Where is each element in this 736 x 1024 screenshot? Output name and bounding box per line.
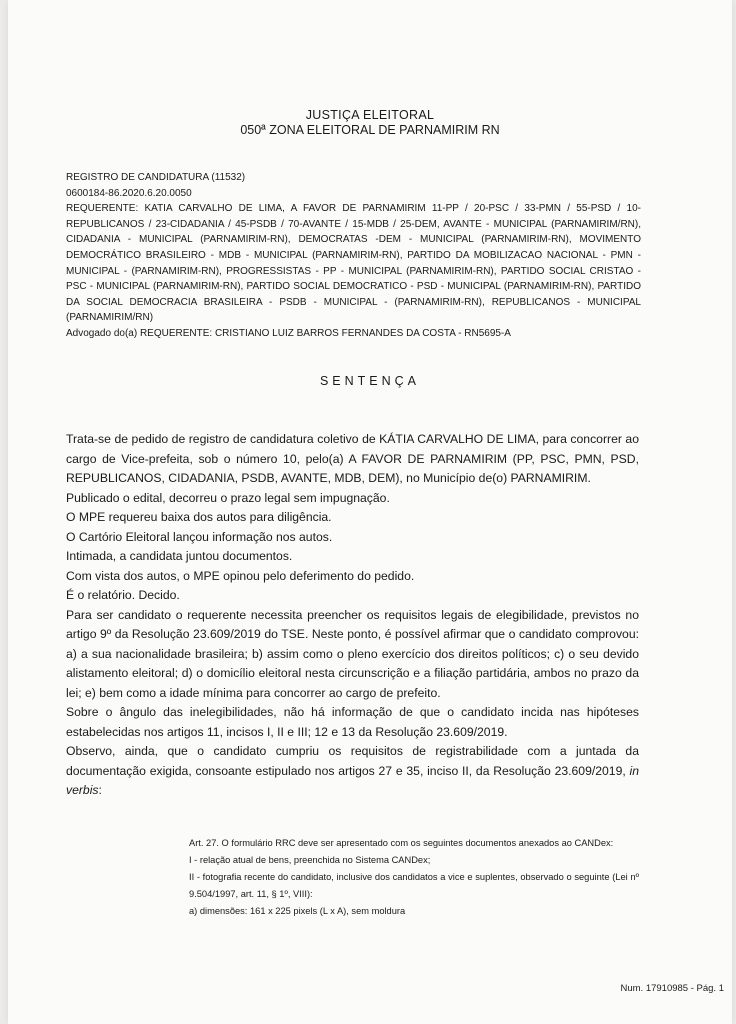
case-metadata [66,170,641,342]
paragraph: Trata-se de pedido de registro de candidatura coletivo de KÁTIA CARVALHO DE LIMA, para concorrer ao cargo de Vice-prefeita, sob o número 10, pelo(a) A FAVOR DE PARNAMIRIM (PP, PSC, PMN, PSD, REPUBLICANOS, CIDADANIA, PSDB, AVANTE, MDB, DEM), no Município de(o) PARNAMIRIM. [66,432,639,485]
paragraph-text: Observo, ainda, que o candidato cumpriu os requisitos de registrabilidade com a juntada da documentação exigida, consoante estipulado nos artigos 27 e 35, inciso II, da Resolução 23.609/2019, [66,744,639,778]
paragraph: Publicado o edital, decorreu o prazo legal sem impugnação. [66,490,390,505]
registry-type: REGISTRO DE CANDIDATURA (11532) [66,172,246,183]
legal-quote [189,835,639,920]
page-number: Num. 17910985 - Pág. 1 [620,983,724,994]
quote-line: Art. 27. O formulário RRC deve ser apresentado com os seguintes documentos anexados ao CANDex: [189,838,614,848]
electoral-zone: 050ª ZONA ELEITORAL DE PARNAMIRIM RN [240,123,500,137]
requester: REQUERENTE: KATIA CARVALHO DE LIMA, A FAVOR DE PARNAMIRIM 11-PP / 20-PSC / 33-PMN / 55-PSD / 10-REPUBLICANOS / 23-CIDADANIA / 45-PSDB / 70-AVANTE / 15-MDB / 25-DEM, AVANTE - MUNICIPAL (PARNAMIRIM/RN), CIDADANIA - MUNICIPAL (PARNAMIRIM-RN), DEMOCRATAS -DEM - MUNICIPAL (PARNAMIRIM-RN), MOVIMENTO DEMOCRÁTICO BRASILEIRO - MDB - MUNICIPAL (PARNAMIRIM-RN), PARTIDO DA MOBILIZACAO NACIONAL - PMN - MUNICIPAL - (PARNAMIRIM-RN), PROGRESSISTAS - PP - MUNICIPAL (PARNAMIRIM-RN), PARTIDO SOCIAL CRISTAO - PSC - MUNICIPAL (PARNAMIRIM-RN), PARTIDO SOCIAL DEMOCRATICO - PSD - MUNICIPAL (PARNAMIRIM-RN), PARTIDO DA SOCIAL DEMOCRACIA BRASILEIRA - PSDB - MUNICIPAL - (PARNAMIRIM-RN), REPUBLICANOS - MUNICIPAL (PARNAMIRIM/RN) [66,203,641,324]
document-title: SENTENÇA [319,374,421,388]
document-body [66,430,639,801]
paragraph: É o relatório. Decido. [66,588,180,602]
process-number: 0600184-86.2020.6.20.0050 [66,187,192,199]
paragraph: Intimada, a candidata juntou documentos. [66,549,293,563]
quote-line: I - relação atual de bens, preenchida no Sistema CANDex; [189,855,431,865]
paragraph: O Cartório Eleitoral lançou informação nos autos. [66,529,333,544]
paragraph-end: : [98,783,102,797]
paragraph: O MPE requereu baixa dos autos para diligência. [66,510,332,524]
paragraph: Sobre o ângulo das inelegibilidades, não há informação de que o candidato incida nas hipóteses estabelecidas nos artigos 11, incisos I, II e III; 12 e 13 da Resolução 23.609/2019. [66,705,639,739]
paragraph: Com vista dos autos, o MPE opinou pelo deferimento do pedido. [66,568,415,583]
latin-phrase: in verbis [66,763,639,797]
paragraph: Para ser candidato o requerente necessita preencher os requisitos legais de elegibilidade, previstos no artigo 9º da Resolução 23.609/2019 do TSE. Neste ponto, é possível afirmar que o candidato comprovou: a) a sua nacionalidade brasileira; b) assim como o pleno exercício dos direitos políticos; c) o seu devido alistamento eleitoral; d) o domicílio eleitoral nesta circunscrição e a filiação partidária, ambos no prazo da lei; e) bem como a idade mínima para concorrer ao cargo de prefeito. [66,607,639,700]
paragraph [66,742,639,801]
quote-line: a) dimensões: 161 x 225 pixels (L x A), sem moldura [189,906,406,916]
quote-line: II - fotografia recente do candidato, inclusive dos candidatos a vice e suplentes, observado o seguinte (Lei nº 9.504/1997, art. 11, § 1º, VIII): [189,872,639,899]
lawyer: Advogado do(a) REQUERENTE: CRISTIANO LUIZ BARROS FERNANDES DA COSTA - RN5695-A [66,327,511,339]
document-page [8,0,732,1024]
court-name: JUSTIÇA ELEITORAL [305,108,435,122]
